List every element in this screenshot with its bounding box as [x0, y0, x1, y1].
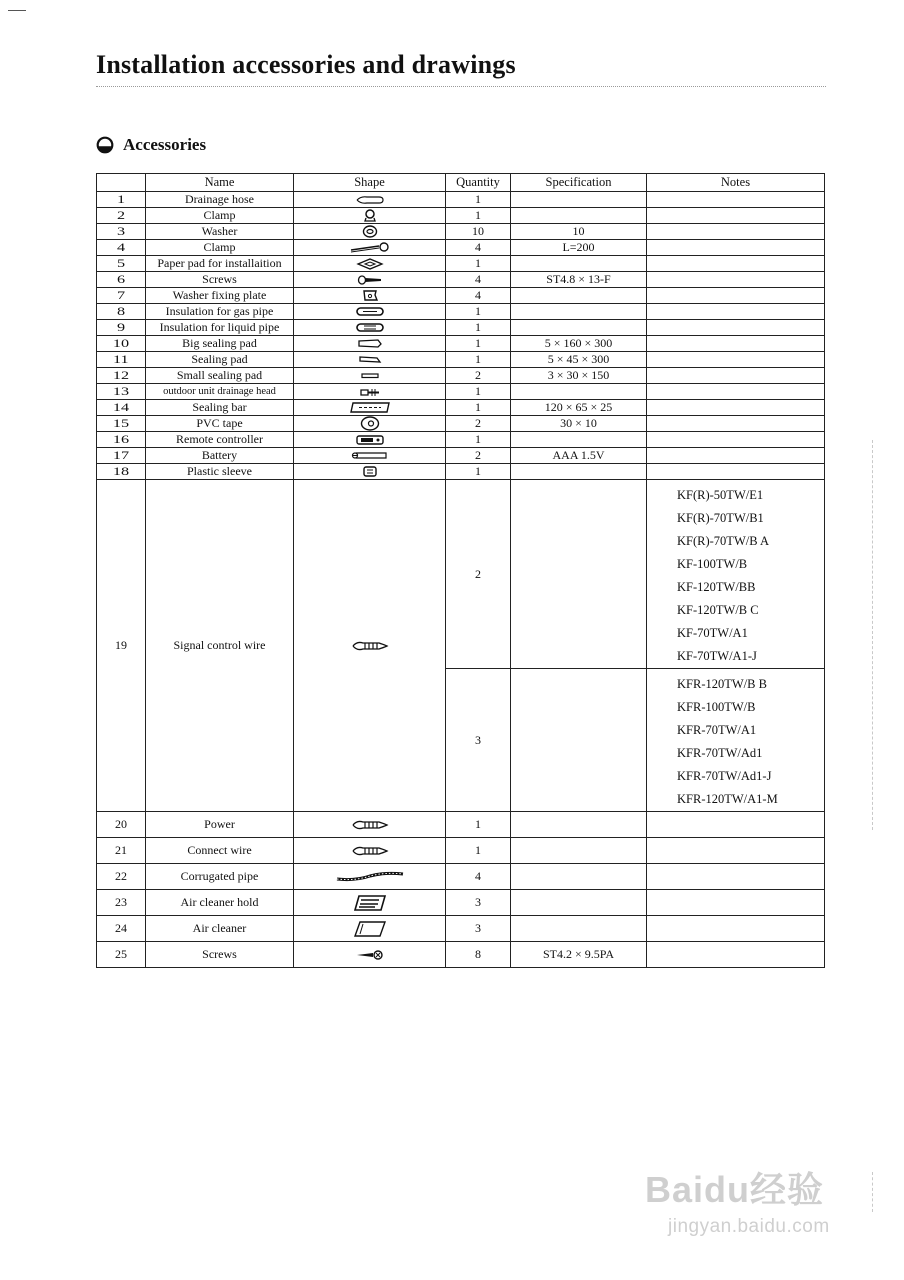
air-cleaner-hold-icon	[353, 894, 387, 912]
row-spec	[511, 208, 647, 224]
table-row	[97, 352, 825, 368]
row-spec	[511, 192, 647, 208]
row-number	[97, 336, 146, 352]
header-no	[97, 174, 146, 192]
row-notes	[647, 352, 825, 368]
row-spec	[511, 864, 647, 890]
row-notes	[647, 288, 825, 304]
model-note: KF(R)-50TW/E1	[677, 488, 764, 502]
row-number	[97, 480, 146, 812]
row-spec	[511, 464, 647, 480]
row-quantity: 3	[446, 890, 511, 916]
big-sealing-pad-icon	[356, 338, 384, 349]
header-name: Name	[146, 174, 294, 192]
row-name: Washer fixing plate	[146, 288, 294, 304]
row-shape	[294, 448, 446, 464]
power-wire-icon	[351, 819, 389, 831]
row-quantity: 1	[446, 208, 511, 224]
row-name: Washer	[146, 224, 294, 240]
row-notes	[647, 890, 825, 916]
row-quantity: 1	[446, 432, 511, 448]
table-row	[97, 448, 825, 464]
row-name: Air cleaner	[146, 916, 294, 942]
row-number	[97, 240, 146, 256]
drainage-head-icon	[358, 386, 382, 398]
table-row	[97, 942, 825, 968]
table-row	[97, 272, 825, 288]
row-shape	[294, 368, 446, 384]
row-quantity: 1	[446, 304, 511, 320]
row-spec	[511, 288, 647, 304]
row-number-text: 3	[116, 224, 126, 238]
row-number	[97, 208, 146, 224]
row-number: 23	[97, 890, 146, 916]
row-number: 21	[97, 838, 146, 864]
row-quantity: 1	[446, 464, 511, 480]
connect-wire-icon	[351, 845, 389, 857]
row-name: Screws	[146, 942, 294, 968]
row-shape	[294, 272, 446, 288]
row-quantity: 4	[446, 240, 511, 256]
row-notes	[647, 448, 825, 464]
row-name: Sealing pad	[146, 352, 294, 368]
row-notes	[647, 942, 825, 968]
row-spec	[511, 304, 647, 320]
model-note: KFR-70TW/A1	[677, 723, 757, 737]
row-shape	[294, 352, 446, 368]
row-notes	[647, 416, 825, 432]
row-name: PVC tape	[146, 416, 294, 432]
row-quantity: 1	[446, 838, 511, 864]
tape-roll-icon	[359, 416, 381, 431]
row-name: Battery	[146, 448, 294, 464]
row-spec	[511, 916, 647, 942]
wire-bundle-icon	[351, 640, 389, 652]
table-row	[97, 480, 825, 669]
row-spec	[511, 384, 647, 400]
row-number	[97, 192, 146, 208]
row-spec: AAA 1.5V	[511, 448, 647, 464]
row-shape	[294, 864, 446, 890]
row-number-text: 17	[112, 448, 130, 462]
row-number-text: 1	[116, 192, 126, 206]
row-quantity: 3	[446, 916, 511, 942]
long-clamp-icon	[349, 242, 391, 254]
row-number-text: 11	[113, 352, 129, 366]
row-number	[97, 464, 146, 480]
row-number	[97, 384, 146, 400]
battery-icon	[350, 450, 390, 461]
row-spec: 3 × 30 × 150	[511, 368, 647, 384]
model-note: KF-120TW/BB	[677, 580, 756, 594]
row-name: Signal control wire	[146, 480, 294, 812]
corrugated-pipe-icon	[335, 871, 405, 883]
model-note: KF-100TW/B	[677, 557, 748, 571]
margin-scan-marks	[872, 440, 887, 830]
row-name: Paper pad for installaition	[146, 256, 294, 272]
corner-crop-mark	[8, 10, 26, 11]
model-note: KFR-120TW/B B	[677, 677, 767, 691]
table-row	[97, 224, 825, 240]
row-notes	[647, 256, 825, 272]
paper-pad-icon	[356, 258, 384, 270]
row-number	[97, 368, 146, 384]
row-notes	[647, 812, 825, 838]
row-shape	[294, 304, 446, 320]
screw-icon	[357, 274, 383, 286]
row-name: outdoor unit drainage head	[146, 384, 294, 400]
watermark-logo: Baidu经验	[645, 1169, 825, 1210]
row-number	[97, 448, 146, 464]
model-note: KFR-120TW/A1-M	[677, 792, 778, 806]
row-number	[97, 352, 146, 368]
row-number-text: 18	[112, 464, 130, 478]
row-quantity: 2	[446, 416, 511, 432]
row-name: Clamp	[146, 240, 294, 256]
table-row	[97, 812, 825, 838]
row-shape	[294, 208, 446, 224]
row-number	[97, 224, 146, 240]
header-specification: Specification	[511, 174, 647, 192]
section-title: Accessories	[123, 135, 207, 154]
table-row	[97, 416, 825, 432]
row-notes	[647, 368, 825, 384]
row-number: 25	[97, 942, 146, 968]
fixing-plate-icon	[360, 289, 380, 302]
row-number	[97, 400, 146, 416]
row-number-text: 8	[116, 304, 126, 318]
row-shape	[294, 464, 446, 480]
table-row	[97, 838, 825, 864]
row-notes	[647, 240, 825, 256]
row-spec: ST4.8 × 13-F	[511, 272, 647, 288]
row-name: Corrugated pipe	[146, 864, 294, 890]
row-spec: 5 × 160 × 300	[511, 336, 647, 352]
row-quantity: 3	[446, 669, 511, 812]
row-number	[97, 304, 146, 320]
row-notes	[647, 400, 825, 416]
row-number-text: 19	[115, 638, 127, 652]
model-note: KF(R)-70TW/B1	[677, 511, 764, 525]
row-number	[97, 272, 146, 288]
row-shape	[294, 812, 446, 838]
row-name: Power	[146, 812, 294, 838]
row-spec	[511, 838, 647, 864]
table-header-row	[97, 174, 825, 192]
row-quantity: 8	[446, 942, 511, 968]
row-number-text: 12	[112, 368, 130, 382]
row-number	[97, 288, 146, 304]
row-notes	[647, 224, 825, 240]
remote-controller-icon	[355, 434, 385, 446]
row-notes	[647, 320, 825, 336]
row-quantity: 4	[446, 288, 511, 304]
row-spec: 5 × 45 × 300	[511, 352, 647, 368]
row-quantity: 10	[446, 224, 511, 240]
row-quantity: 2	[446, 448, 511, 464]
model-note: KF-70TW/A1-J	[677, 649, 757, 663]
row-shape	[294, 256, 446, 272]
row-shape	[294, 416, 446, 432]
row-shape	[294, 890, 446, 916]
row-shape	[294, 384, 446, 400]
table-row	[97, 432, 825, 448]
row-spec	[511, 890, 647, 916]
table-row	[97, 464, 825, 480]
row-name: Insulation for gas pipe	[146, 304, 294, 320]
row-name: Air cleaner hold	[146, 890, 294, 916]
table-row	[97, 320, 825, 336]
row-shape	[294, 838, 446, 864]
plastic-sleeve-icon	[361, 465, 379, 478]
liquid-pipe-insulation-icon	[355, 322, 385, 333]
row-spec: 30 × 10	[511, 416, 647, 432]
header-quantity: Quantity	[446, 174, 511, 192]
row-shape	[294, 224, 446, 240]
row-name: Connect wire	[146, 838, 294, 864]
clamp-icon	[362, 209, 378, 222]
small-sealing-pad-icon	[359, 371, 381, 380]
row-notes	[647, 208, 825, 224]
title-underline	[96, 86, 826, 87]
row-name: Sealing bar	[146, 400, 294, 416]
row-name: Plastic sleeve	[146, 464, 294, 480]
row-notes	[647, 464, 825, 480]
row-name: Drainage hose	[146, 192, 294, 208]
table-row	[97, 400, 825, 416]
row-number-text: 15	[112, 416, 130, 430]
watermark	[640, 1150, 860, 1250]
row-name: Small sealing pad	[146, 368, 294, 384]
row-quantity: 1	[446, 320, 511, 336]
row-spec	[511, 320, 647, 336]
row-number-text: 9	[116, 320, 126, 334]
sealing-pad-icon	[357, 354, 383, 365]
row-shape	[294, 480, 446, 812]
gas-pipe-insulation-icon	[355, 306, 385, 317]
row-spec: 120 × 65 × 25	[511, 400, 647, 416]
table-row	[97, 864, 825, 890]
row-number	[97, 432, 146, 448]
section-heading	[96, 134, 206, 156]
air-cleaner-icon	[353, 920, 387, 938]
row-notes	[647, 838, 825, 864]
row-number	[97, 320, 146, 336]
row-quantity: 1	[446, 336, 511, 352]
model-note: KF-70TW/A1	[677, 626, 748, 640]
row-name: Remote controller	[146, 432, 294, 448]
page-title: Installation accessories and drawings	[96, 50, 516, 79]
row-quantity: 1	[446, 352, 511, 368]
table-row	[97, 384, 825, 400]
row-notes	[647, 669, 825, 812]
table-row	[97, 336, 825, 352]
row-spec: ST4.2 × 9.5PA	[511, 942, 647, 968]
row-spec: L=200	[511, 240, 647, 256]
table-row	[97, 240, 825, 256]
row-number-text: 14	[112, 400, 130, 414]
row-shape	[294, 240, 446, 256]
row-quantity: 2	[446, 368, 511, 384]
model-note: KFR-70TW/Ad1	[677, 746, 763, 760]
row-number: 24	[97, 916, 146, 942]
row-name: Screws	[146, 272, 294, 288]
row-quantity: 4	[446, 272, 511, 288]
table-row	[97, 208, 825, 224]
row-number-text: 4	[116, 240, 126, 254]
row-number-text: 13	[112, 384, 130, 398]
table-row	[97, 288, 825, 304]
row-shape	[294, 400, 446, 416]
row-quantity: 1	[446, 400, 511, 416]
row-notes	[647, 864, 825, 890]
table-row	[97, 916, 825, 942]
row-quantity: 1	[446, 384, 511, 400]
table-row	[97, 368, 825, 384]
row-notes	[647, 336, 825, 352]
header-shape: Shape	[294, 174, 446, 192]
row-shape	[294, 942, 446, 968]
row-notes	[647, 916, 825, 942]
washer-icon	[362, 225, 378, 238]
row-name: Insulation for liquid pipe	[146, 320, 294, 336]
row-quantity: 1	[446, 256, 511, 272]
row-number-text: 16	[112, 432, 130, 446]
row-spec: 10	[511, 224, 647, 240]
row-quantity: 4	[446, 864, 511, 890]
row-number: 22	[97, 864, 146, 890]
screw-small-icon	[355, 949, 385, 961]
model-note: KF(R)-70TW/B A	[677, 534, 770, 548]
section-bullet-icon	[96, 136, 114, 154]
row-number-text: 10	[112, 336, 130, 350]
drainage-hose-icon	[355, 194, 385, 206]
model-note: KFR-100TW/B	[677, 700, 756, 714]
table-row	[97, 256, 825, 272]
row-notes	[647, 304, 825, 320]
row-spec	[511, 812, 647, 838]
table-row	[97, 890, 825, 916]
accessories-table	[96, 173, 825, 968]
row-name: Clamp	[146, 208, 294, 224]
row-notes	[647, 384, 825, 400]
watermark-url: jingyan.baidu.com	[668, 1216, 830, 1237]
row-number-text: 7	[116, 288, 126, 302]
row-shape	[294, 320, 446, 336]
row-number-text: 5	[116, 256, 126, 270]
row-shape	[294, 192, 446, 208]
row-number-text: 6	[116, 272, 126, 286]
row-number-text: 2	[116, 208, 126, 222]
row-number	[97, 256, 146, 272]
row-spec	[511, 256, 647, 272]
margin-scan-marks	[872, 1172, 887, 1212]
table-row	[97, 192, 825, 208]
row-notes	[647, 192, 825, 208]
row-quantity: 1	[446, 812, 511, 838]
model-note: KFR-70TW/Ad1-J	[677, 769, 772, 783]
row-shape	[294, 288, 446, 304]
row-notes	[647, 432, 825, 448]
row-number	[97, 416, 146, 432]
model-note: KF-120TW/B C	[677, 603, 759, 617]
sealing-bar-icon	[349, 401, 391, 414]
row-spec	[511, 669, 647, 812]
table-row	[97, 304, 825, 320]
row-quantity: 2	[446, 480, 511, 669]
row-shape	[294, 432, 446, 448]
row-number: 20	[97, 812, 146, 838]
row-name: Big sealing pad	[146, 336, 294, 352]
row-notes	[647, 480, 825, 669]
row-shape	[294, 916, 446, 942]
row-shape	[294, 336, 446, 352]
row-spec	[511, 432, 647, 448]
row-quantity: 1	[446, 192, 511, 208]
header-notes: Notes	[647, 174, 825, 192]
row-spec	[511, 480, 647, 669]
row-notes	[647, 272, 825, 288]
